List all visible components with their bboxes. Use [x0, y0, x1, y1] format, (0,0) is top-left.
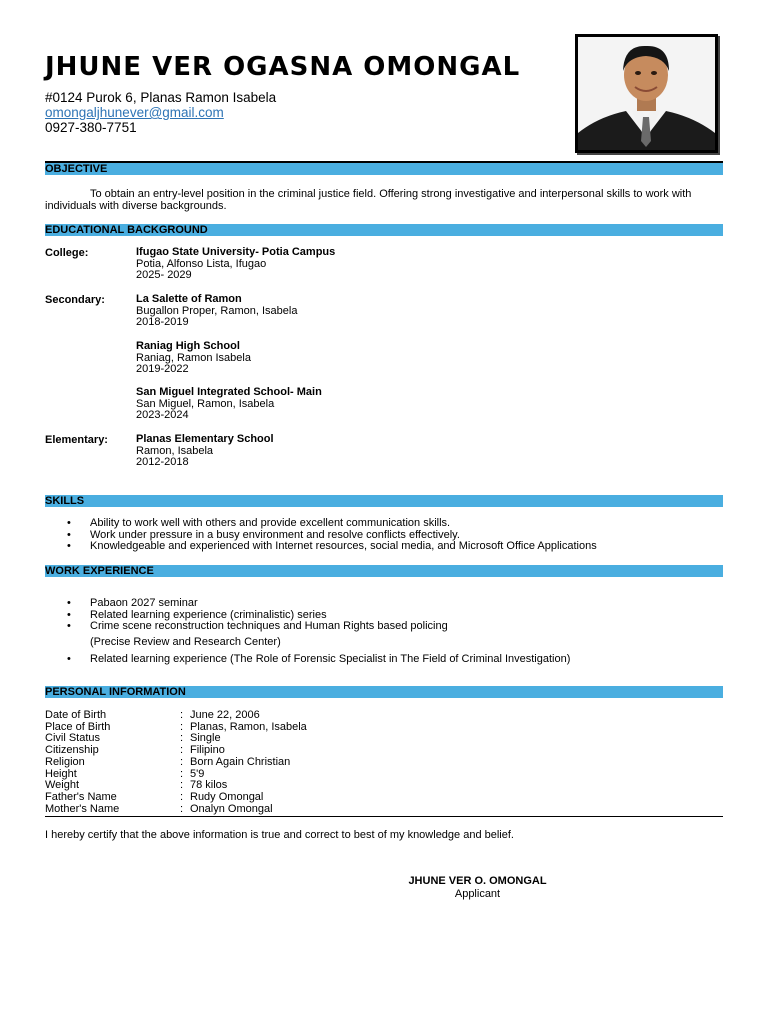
field-value: 78 kilos: [190, 779, 228, 792]
school-address: Bugallon Proper, Ramon, Isabela: [136, 304, 298, 317]
list-item: • Work under pressure in a busy environment and resolve conflicts effectively.: [45, 530, 597, 542]
footer-divider: [45, 816, 723, 817]
address: #0124 Purok 6, Planas Ramon Isabela: [45, 90, 277, 105]
field-label: Citizenship: [45, 744, 99, 757]
section-personal-header: PERSONAL INFORMATION: [45, 686, 723, 698]
applicant-name: JHUNE VER OGASNA OMONGAL: [45, 52, 521, 82]
school-years: 2025- 2029: [136, 269, 192, 281]
objective-text: To obtain an entry-level position in the criminal justice field. Offering strong investigative and interpersonal skills to work with individuals with diverse backgrounds.: [45, 188, 692, 212]
list-item: • Related learning experience (The Role of Forensic Specialist in The Field of Criminal Investigation): [45, 654, 570, 666]
field-separator: :: [180, 790, 184, 803]
field-separator: :: [180, 744, 184, 757]
signature-block: [360, 875, 595, 900]
table-row: [45, 710, 307, 722]
list-item: • Ability to work well with others and provide excellent communication skills.: [45, 518, 597, 530]
certification-statement: I hereby certify that the above information is true and correct to best of my knowledge and belief.: [45, 829, 514, 841]
table-row: [45, 757, 307, 769]
signatory-role: Applicant: [454, 887, 501, 900]
school-name: Planas Elementary School: [136, 433, 274, 445]
list-item: • Pabaon 2027 seminar: [45, 598, 570, 610]
secondary-entry: [136, 294, 297, 329]
profile-photo: [575, 34, 718, 153]
field-separator: :: [180, 779, 184, 792]
field-value: Filipino: [190, 744, 225, 757]
school-address: Ramon, Isabela: [136, 444, 214, 457]
work-list: [45, 598, 570, 666]
field-value: Planas, Ramon, Isabela: [190, 720, 307, 733]
skills-list: [45, 518, 597, 553]
field-separator: :: [180, 755, 184, 768]
email-link[interactable]: omongaljhunever@gmail.com: [45, 105, 224, 120]
field-value: Onalyn Omongal: [190, 802, 273, 815]
list-item: • Crime scene reconstruction techniques and Human Rights based policing: [45, 621, 570, 633]
signatory-name: JHUNE VER O. OMONGAL: [408, 875, 547, 887]
list-item: • Related learning experience (criminalistic) series: [45, 610, 570, 622]
school-years: 2018-2019: [136, 316, 189, 328]
school-name: Ifugao State University- Potia Campus: [136, 246, 336, 258]
school-address: San Miguel, Ramon, Isabela: [136, 397, 275, 410]
school-years: 2023-2024: [136, 409, 189, 421]
field-label: Weight: [45, 779, 80, 792]
field-value: 5'9: [190, 767, 205, 780]
field-separator: :: [180, 732, 184, 745]
field-label: Height: [45, 767, 77, 780]
table-row: [45, 769, 307, 781]
section-work-header: WORK EXPERIENCE: [45, 565, 723, 577]
phone-number: 0927-380-7751: [45, 120, 137, 135]
field-separator: :: [180, 709, 184, 721]
school-name: La Salette of Ramon: [136, 293, 242, 305]
field-separator: :: [180, 767, 184, 780]
school-years: 2019-2022: [136, 363, 189, 375]
college-entry: [136, 247, 335, 282]
school-name: Raniag High School: [136, 340, 240, 352]
field-label: Mother's Name: [45, 802, 120, 815]
section-skills-header: SKILLS: [45, 495, 723, 507]
field-separator: :: [180, 720, 184, 733]
contact-block: [45, 90, 276, 135]
field-label: Place of Birth: [45, 720, 111, 733]
list-item: • Knowledgeable and experienced with Internet resources, social media, and Microsoft Office Applications: [45, 541, 597, 553]
field-value: Single: [190, 732, 221, 745]
field-label: Religion: [45, 755, 85, 768]
table-row: [45, 792, 307, 804]
school-years: 2012-2018: [136, 456, 189, 468]
elementary-label: Elementary:: [45, 434, 108, 446]
personal-info-table: [45, 710, 307, 815]
field-label: Date of Birth: [45, 709, 107, 721]
field-value: Rudy Omongal: [190, 790, 264, 803]
secondary-entry: [136, 387, 322, 422]
school-name: San Miguel Integrated School- Main: [136, 386, 322, 398]
school-address: Potia, Alfonso Lista, Ifugao: [136, 257, 267, 270]
secondary-entry: [136, 341, 251, 376]
field-separator: :: [180, 802, 184, 815]
school-address: Raniag, Ramon Isabela: [136, 351, 251, 364]
field-label: Civil Status: [45, 732, 101, 745]
list-item-continuation: (Precise Review and Research Center): [90, 636, 281, 649]
table-row: [45, 804, 307, 816]
elementary-entry: [136, 434, 274, 469]
field-value: June 22, 2006: [190, 709, 260, 721]
field-value: Born Again Christian: [190, 755, 291, 768]
college-label: College:: [45, 247, 89, 259]
section-education-header: EDUCATIONAL BACKGROUND: [45, 224, 723, 236]
section-objective-header: OBJECTIVE: [45, 163, 723, 175]
secondary-label: Secondary:: [45, 294, 105, 306]
profile-photo-image: [578, 37, 715, 150]
field-label: Father's Name: [45, 790, 117, 803]
